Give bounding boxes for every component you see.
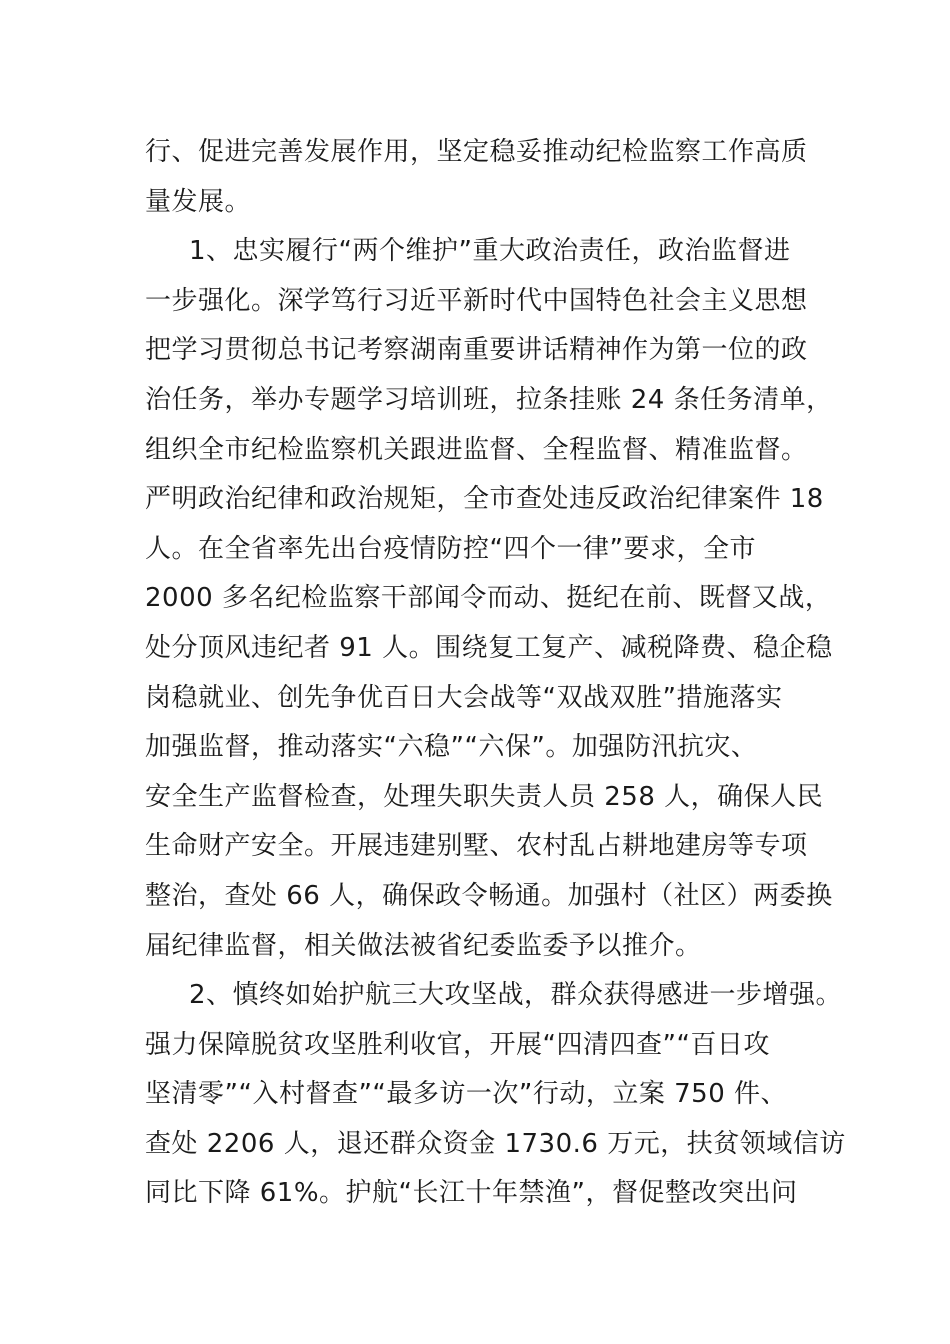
text-line: 一步强化。深学笃行习近平新时代中国特色社会主义思想 bbox=[145, 285, 808, 316]
text-line: 查处 2206 人，退还群众资金 1730.6 万元，扶贫领域信访 bbox=[145, 1128, 846, 1159]
paragraph-first-line: 2、慎终如始护航三大攻坚战，群众获得感进一步增强。 bbox=[189, 980, 843, 1011]
text-line: 治任务，举办专题学习培训班，拉条挂账 24 条任务清单， bbox=[145, 384, 833, 415]
text-line: 加强监督，推动落实“六稳”“六保”。加强防汛抗灾、 bbox=[145, 732, 758, 763]
text-line: 生命财产安全。开展违建别墅、农村乱占耕地建房等专项 bbox=[145, 831, 808, 862]
text-line: 岗稳就业、创先争优百日大会战等“双战双胜”措施落实 bbox=[145, 682, 783, 713]
text-line: 同比下降 61%。护航“长江十年禁渔”，督促整改突出问 bbox=[145, 1178, 798, 1209]
text-line: 坚清零”“入村督查”“最多访一次”行动，立案 750 件、 bbox=[145, 1079, 788, 1110]
text-line: 2000 多名纪检监察干部闻令而动、挺纪在前、既督又战， bbox=[145, 583, 832, 614]
text-line: 把学习贯彻总书记考察湖南重要讲话精神作为第一位的政 bbox=[145, 335, 808, 366]
text-line: 届纪律监督，相关做法被省纪委监委予以推介。 bbox=[145, 930, 702, 961]
document-body bbox=[145, 128, 846, 1219]
text-line: 整治，查处 66 人，确保政令畅通。加强村（社区）两委换 bbox=[145, 880, 833, 911]
text-line: 组织全市纪检监察机关跟进监督、全程监督、精准监督。 bbox=[145, 434, 808, 465]
text-line: 安全生产监督检查，处理失职失责人员 258 人，确保人民 bbox=[145, 781, 824, 812]
text-line: 处分顶风违纪者 91 人。围绕复工复产、减税降费、稳企稳 bbox=[145, 632, 833, 663]
paragraph-first-line: 1、忠实履行“两个维护”重大政治责任，政治监督进 bbox=[189, 236, 791, 267]
text-line: 人。在全省率先出台疫情防控“四个一律”要求，全市 bbox=[145, 533, 756, 564]
text-line: 行、促进完善发展作用，坚定稳妥推动纪检监察工作高质 bbox=[145, 137, 808, 167]
text-line: 量发展。 bbox=[145, 186, 252, 217]
text-line: 严明政治纪律和政治规矩，全市查处违反政治纪律案件 18 bbox=[145, 484, 824, 515]
text-line: 强力保障脱贫攻坚胜利收官，开展“四清四查”“百日攻 bbox=[145, 1029, 770, 1060]
